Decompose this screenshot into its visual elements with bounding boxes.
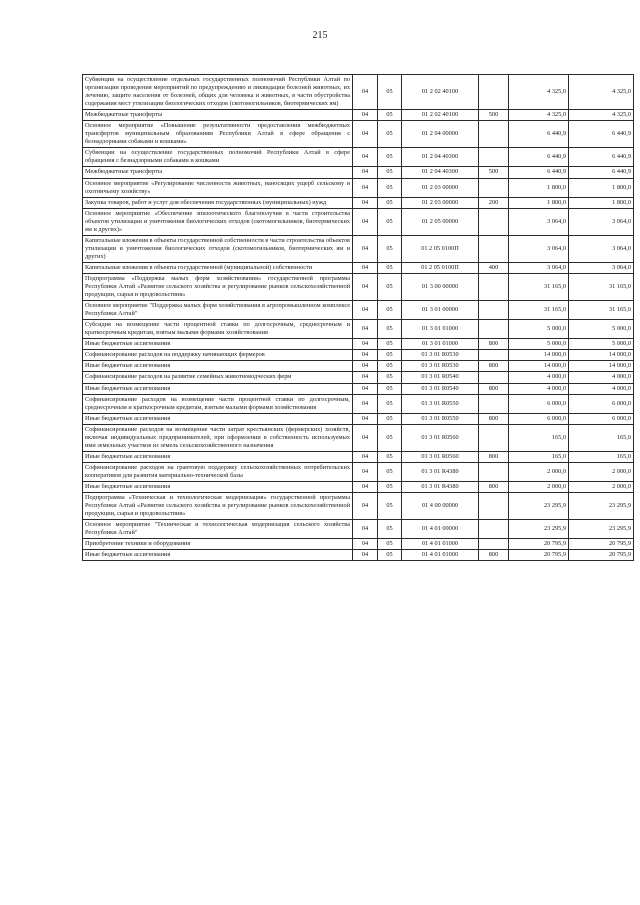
row-subsection: 05 (378, 301, 402, 320)
row-name: Иные бюджетные ассигнования (83, 339, 353, 350)
row-name: Межбюджетные трансферты (83, 167, 353, 178)
row-expense-type: 200 (479, 197, 509, 208)
row-name: Подпрограмма «Техническая и технологическая модернизация» государственной программы Республики Алтай «Развитие сельского хозяйства и регулирование рынков сельскохозяйственной продукции, сырья и продовольствия» (83, 493, 353, 520)
table-row (83, 550, 634, 561)
row-name: Иные бюджетные ассигнования (83, 451, 353, 462)
table-row (83, 424, 634, 451)
row-section: 04 (353, 539, 378, 550)
row-name: Иные бюджетные ассигнования (83, 413, 353, 424)
table-row (83, 493, 634, 520)
row-target-article: 01 3 01 R4380 (402, 481, 479, 492)
row-expense-type (479, 178, 509, 197)
row-amount-year-2: 3 064,0 (569, 235, 634, 262)
row-section: 04 (353, 208, 378, 235)
row-amount-year-2: 165,0 (569, 451, 634, 462)
row-expense-type: 800 (479, 383, 509, 394)
table-row (83, 273, 634, 300)
row-section: 04 (353, 372, 378, 383)
row-amount-year-2: 1 800,0 (569, 197, 634, 208)
row-target-article: 01 3 01 01000 (402, 339, 479, 350)
row-target-article: 01 3 01 R0560 (402, 451, 479, 462)
budget-table (82, 74, 634, 561)
row-expense-type: 800 (479, 413, 509, 424)
row-name: Закупка товаров, работ и услуг для обеспечения государственных (муниципальных) нужд (83, 197, 353, 208)
table-row (83, 110, 634, 121)
row-section: 04 (353, 394, 378, 413)
row-name: Капитальные вложения в объекты государственной собственности в части строительства объектов утилизации и уничтожения биологических отходов (скотомогильников, биотермических ям и других) (83, 235, 353, 262)
row-target-article: 01 2 04 40300 (402, 167, 479, 178)
row-amount-year-1: 20 795,9 (509, 539, 569, 550)
row-target-article: 01 3 01 R0550 (402, 394, 479, 413)
table-row (83, 208, 634, 235)
row-section: 04 (353, 235, 378, 262)
row-target-article: 01 4 01 00000 (402, 520, 479, 539)
row-expense-type (479, 121, 509, 148)
row-amount-year-1: 6 440,9 (509, 167, 569, 178)
row-amount-year-2: 6 440,9 (569, 148, 634, 167)
row-subsection: 05 (378, 110, 402, 121)
row-target-article: 01 2 03 00000 (402, 197, 479, 208)
row-amount-year-1: 6 000,0 (509, 394, 569, 413)
row-amount-year-1: 4 325,0 (509, 75, 569, 110)
row-expense-type (479, 75, 509, 110)
row-target-article: 01 3 01 R0530 (402, 350, 479, 361)
row-amount-year-1: 5 000,0 (509, 339, 569, 350)
table-row (83, 121, 634, 148)
row-amount-year-2: 20 795,9 (569, 539, 634, 550)
row-name: Основное мероприятие "Поддержка малых форм хозяйствования в агропромышленном комплексе Республики Алтай" (83, 301, 353, 320)
row-target-article: 01 3 01 R0550 (402, 413, 479, 424)
row-section: 04 (353, 197, 378, 208)
row-section: 04 (353, 520, 378, 539)
row-target-article: 01 4 01 01000 (402, 539, 479, 550)
row-amount-year-1: 31 165,0 (509, 301, 569, 320)
row-amount-year-2: 6 440,9 (569, 121, 634, 148)
row-subsection: 05 (378, 273, 402, 300)
row-name: Капитальные вложения в объекты государственной (муниципальной) собственности (83, 262, 353, 273)
row-name: Основное мероприятие «Регулирование численности животных, наносящих ущерб сельскому и охотничьему хозяйству» (83, 178, 353, 197)
row-target-article: 01 3 01 R4380 (402, 462, 479, 481)
row-expense-type (479, 350, 509, 361)
row-subsection: 05 (378, 520, 402, 539)
row-amount-year-1: 3 064,0 (509, 262, 569, 273)
row-expense-type: 800 (479, 550, 509, 561)
row-amount-year-1: 1 800,0 (509, 197, 569, 208)
table-row (83, 394, 634, 413)
row-amount-year-1: 23 295,9 (509, 493, 569, 520)
row-subsection: 05 (378, 121, 402, 148)
row-amount-year-2: 5 000,0 (569, 339, 634, 350)
row-section: 04 (353, 462, 378, 481)
table-row (83, 320, 634, 339)
row-subsection: 05 (378, 481, 402, 492)
row-subsection: 05 (378, 539, 402, 550)
row-subsection: 05 (378, 451, 402, 462)
table-row (83, 178, 634, 197)
table-row (83, 539, 634, 550)
budget-table-body (83, 75, 634, 561)
table-row (83, 383, 634, 394)
row-amount-year-1: 4 325,0 (509, 110, 569, 121)
row-amount-year-1: 2 000,0 (509, 481, 569, 492)
table-row (83, 413, 634, 424)
row-subsection: 05 (378, 235, 402, 262)
row-name: Субвенции на осуществление государственных полномочий Республики Алтай в сфере обращения с безнадзорными собаками и кошками (83, 148, 353, 167)
row-amount-year-1: 1 800,0 (509, 178, 569, 197)
table-row (83, 148, 634, 167)
row-amount-year-2: 14 000,0 (569, 350, 634, 361)
row-target-article: 01 2 05 0100П (402, 235, 479, 262)
row-amount-year-2: 3 064,0 (569, 262, 634, 273)
row-name: Софинансирование расходов на поддержку начинающих фермеров (83, 350, 353, 361)
row-name: Субсидия на возмещение части процентной ставки по долгосрочным, среднесрочным и краткосрочным кредитам, взятым малыми формами хозяйствования (83, 320, 353, 339)
row-section: 04 (353, 361, 378, 372)
row-amount-year-2: 4 325,0 (569, 110, 634, 121)
table-row (83, 301, 634, 320)
row-target-article: 01 3 01 R0560 (402, 424, 479, 451)
row-amount-year-1: 165,0 (509, 451, 569, 462)
row-expense-type: 800 (479, 339, 509, 350)
row-section: 04 (353, 301, 378, 320)
row-expense-type (479, 208, 509, 235)
row-name: Приобретение техники и оборудования (83, 539, 353, 550)
table-row (83, 75, 634, 110)
row-subsection: 05 (378, 262, 402, 273)
row-subsection: 05 (378, 361, 402, 372)
row-name: Основное мероприятие «Обеспечение эпизоотического благополучия в части строительства объектов утилизации и уничтожения биологических отходов (скотомогильников, биотермических ям и других)» (83, 208, 353, 235)
row-amount-year-2: 6 440,9 (569, 167, 634, 178)
row-amount-year-2: 1 800,0 (569, 178, 634, 197)
row-subsection: 05 (378, 462, 402, 481)
row-amount-year-2: 23 295,9 (569, 520, 634, 539)
row-subsection: 05 (378, 75, 402, 110)
row-expense-type: 800 (479, 451, 509, 462)
row-target-article: 01 3 01 00000 (402, 301, 479, 320)
row-amount-year-1: 3 064,0 (509, 235, 569, 262)
row-amount-year-2: 4 000,0 (569, 383, 634, 394)
row-subsection: 05 (378, 167, 402, 178)
row-target-article: 01 3 01 R0540 (402, 372, 479, 383)
row-target-article: 01 2 05 00000 (402, 208, 479, 235)
row-section: 04 (353, 110, 378, 121)
row-section: 04 (353, 383, 378, 394)
row-target-article: 01 2 04 00000 (402, 121, 479, 148)
row-section: 04 (353, 273, 378, 300)
table-row (83, 372, 634, 383)
row-subsection: 05 (378, 208, 402, 235)
row-subsection: 05 (378, 339, 402, 350)
row-amount-year-1: 4 000,0 (509, 383, 569, 394)
row-name: Иные бюджетные ассигнования (83, 361, 353, 372)
row-target-article: 01 4 01 01000 (402, 550, 479, 561)
row-name: Субвенция на осуществление отдельных государственных полномочий Республики Алтай по организации проведения мероприятий по предупреждению и ликвидации болезней животных, их лечению, защите населения от болезней, общих для человека и животных, в части обустройства содержания мест утилизации биологических отходов (скотомогильников, биотермических ям) (83, 75, 353, 110)
row-section: 04 (353, 148, 378, 167)
row-amount-year-2: 20 795,9 (569, 550, 634, 561)
row-expense-type (479, 235, 509, 262)
table-row (83, 262, 634, 273)
row-expense-type (479, 301, 509, 320)
row-amount-year-1: 6 000,0 (509, 413, 569, 424)
row-target-article: 01 4 00 00000 (402, 493, 479, 520)
row-section: 04 (353, 167, 378, 178)
row-amount-year-1: 14 000,0 (509, 350, 569, 361)
row-expense-type: 800 (479, 361, 509, 372)
row-section: 04 (353, 451, 378, 462)
row-amount-year-1: 20 795,9 (509, 550, 569, 561)
row-section: 04 (353, 339, 378, 350)
row-subsection: 05 (378, 394, 402, 413)
row-name: Подпрограмма «Поддержка малых форм хозяйствования» государственной программы Республики Алтай «Развитие сельского хозяйства и регулирование рынков сельскохозяйственной продукции, сырья и продовольствия» (83, 273, 353, 300)
table-row (83, 520, 634, 539)
row-expense-type: 500 (479, 110, 509, 121)
row-section: 04 (353, 413, 378, 424)
table-row (83, 481, 634, 492)
row-subsection: 05 (378, 413, 402, 424)
row-amount-year-2: 3 064,0 (569, 208, 634, 235)
row-name: Иные бюджетные ассигнования (83, 550, 353, 561)
row-expense-type (479, 372, 509, 383)
row-amount-year-2: 6 000,0 (569, 413, 634, 424)
row-target-article: 01 3 01 01000 (402, 320, 479, 339)
row-amount-year-1: 165,0 (509, 424, 569, 451)
row-section: 04 (353, 350, 378, 361)
row-expense-type (479, 148, 509, 167)
row-name: Основное мероприятие «Повышение результативности предоставления межбюджетных трансфертов муниципальным образованиям Республики Алтай в сфере обращения с безнадзорными собаками и кошками» (83, 121, 353, 148)
row-subsection: 05 (378, 383, 402, 394)
row-name: Межбюджетные трансферты (83, 110, 353, 121)
row-name: Софинансирование расходов на грантовую поддержку сельскохозяйственных потребительских кооперативов для развития материально-технической базы (83, 462, 353, 481)
row-section: 04 (353, 550, 378, 561)
page-number: 215 (312, 30, 328, 41)
table-row (83, 350, 634, 361)
row-amount-year-1: 31 165,0 (509, 273, 569, 300)
row-expense-type (479, 424, 509, 451)
row-amount-year-2: 165,0 (569, 424, 634, 451)
row-expense-type (479, 394, 509, 413)
row-section: 04 (353, 493, 378, 520)
row-amount-year-2: 4 325,0 (569, 75, 634, 110)
row-subsection: 05 (378, 372, 402, 383)
row-expense-type (479, 462, 509, 481)
row-target-article: 01 3 01 R0540 (402, 383, 479, 394)
row-name: Иные бюджетные ассигнования (83, 481, 353, 492)
row-target-article: 01 2 02 40100 (402, 110, 479, 121)
row-amount-year-1: 3 064,0 (509, 208, 569, 235)
row-amount-year-2: 31 165,0 (569, 273, 634, 300)
row-section: 04 (353, 424, 378, 451)
row-section: 04 (353, 481, 378, 492)
table-row (83, 361, 634, 372)
row-name: Основное мероприятие "Техническая и технологическая модернизация сельского хозяйства Республики Алтай" (83, 520, 353, 539)
table-row (83, 451, 634, 462)
row-amount-year-2: 6 000,0 (569, 394, 634, 413)
row-expense-type (479, 520, 509, 539)
row-amount-year-1: 14 000,0 (509, 361, 569, 372)
table-row (83, 339, 634, 350)
row-section: 04 (353, 262, 378, 273)
row-target-article: 01 2 03 00000 (402, 178, 479, 197)
row-amount-year-2: 2 000,0 (569, 462, 634, 481)
row-section: 04 (353, 75, 378, 110)
table-row (83, 197, 634, 208)
row-subsection: 05 (378, 424, 402, 451)
row-subsection: 05 (378, 350, 402, 361)
row-expense-type (479, 273, 509, 300)
row-expense-type: 500 (479, 167, 509, 178)
row-name: Софинансирование расходов на возмещение части затрат крестьянских (фермерских) хозяйств, включая индивидуальных предпринимателей, при оформлении в собственность используемых ими земельных участков из земель сельскохозяйственного назначения (83, 424, 353, 451)
row-amount-year-1: 4 000,0 (509, 372, 569, 383)
table-row (83, 235, 634, 262)
row-subsection: 05 (378, 493, 402, 520)
row-name: Софинансирование расходов на возмещение части процентной ставки по долгосрочным, среднесрочным и краткосрочным кредитам, взятым малыми формами хозяйствования (83, 394, 353, 413)
row-target-article: 01 3 01 R0530 (402, 361, 479, 372)
row-amount-year-2: 23 295,9 (569, 493, 634, 520)
table-row (83, 462, 634, 481)
row-amount-year-2: 14 000,0 (569, 361, 634, 372)
row-subsection: 05 (378, 320, 402, 339)
row-name: Софинансирование расходов на развитие семейных животноводческих ферм (83, 372, 353, 383)
row-subsection: 05 (378, 178, 402, 197)
row-amount-year-1: 23 295,9 (509, 520, 569, 539)
row-section: 04 (353, 320, 378, 339)
row-amount-year-1: 2 000,0 (509, 462, 569, 481)
table-row (83, 167, 634, 178)
row-section: 04 (353, 121, 378, 148)
row-expense-type: 400 (479, 262, 509, 273)
row-amount-year-2: 5 000,0 (569, 320, 634, 339)
row-section: 04 (353, 178, 378, 197)
row-amount-year-2: 4 000,0 (569, 372, 634, 383)
row-amount-year-2: 31 165,0 (569, 301, 634, 320)
row-target-article: 01 2 04 40300 (402, 148, 479, 167)
row-expense-type (479, 320, 509, 339)
row-expense-type (479, 539, 509, 550)
row-target-article: 01 2 05 0100П (402, 262, 479, 273)
row-amount-year-2: 2 000,0 (569, 481, 634, 492)
row-target-article: 01 3 00 00000 (402, 273, 479, 300)
row-expense-type: 800 (479, 481, 509, 492)
row-subsection: 05 (378, 197, 402, 208)
row-expense-type (479, 493, 509, 520)
row-name: Иные бюджетные ассигнования (83, 383, 353, 394)
row-amount-year-1: 6 440,9 (509, 121, 569, 148)
row-subsection: 05 (378, 148, 402, 167)
row-target-article: 01 2 02 40100 (402, 75, 479, 110)
row-amount-year-1: 5 000,0 (509, 320, 569, 339)
row-subsection: 05 (378, 550, 402, 561)
row-amount-year-1: 6 440,9 (509, 148, 569, 167)
